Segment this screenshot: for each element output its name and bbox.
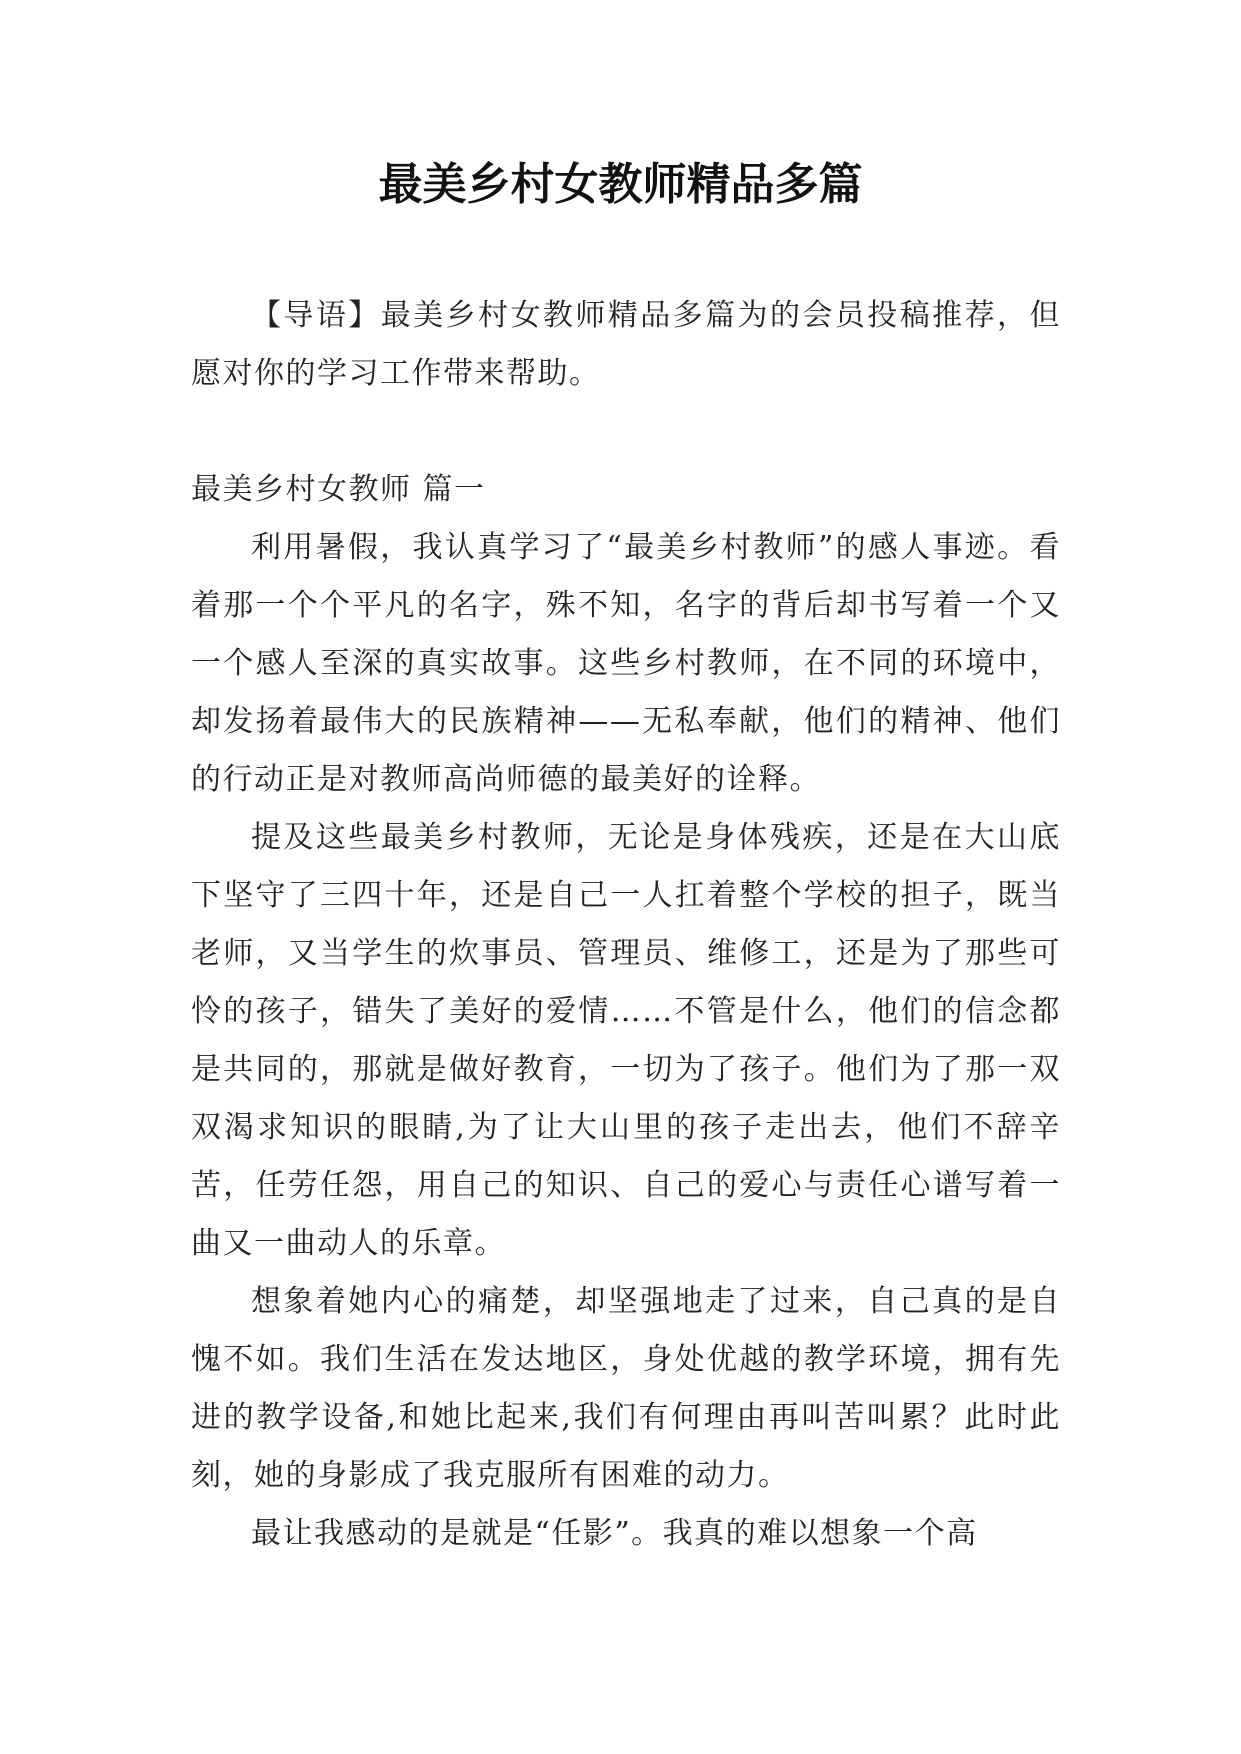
document-body: [191, 287, 1061, 1563]
blank-line: [191, 403, 1061, 461]
document-title: 最美乡村女教师精品多篇: [378, 159, 863, 210]
body-paragraph: 提及这些最美乡村教师，无论是身体残疾，还是在大山底下坚守了三四十年，还是自己一人扛着整个学校的担子，既当老师，又当学生的炊事员、管理员、维修工，还是为了那些可怜的孩子，错失了美好的爱情……不管是什么，他们的信念都是共同的，那就是做好教育，一切为了孩子。他们为了那一双双渴求知识的眼睛,为了让大山里的孩子走出去，他们不辞辛苦，任劳任怨，用自己的知识、自己的爱心与责任心谱写着一曲又一曲动人的乐章。: [191, 820, 1061, 1261]
section-heading: 最美乡村女教师 篇一: [191, 472, 486, 507]
body-paragraph: 利用暑假，我认真学习了“最美乡村教师”的感人事迹。看着那一个个平凡的名字，殊不知，名字的背后却书写着一个又一个感人至深的真实故事。这些乡村教师，在不同的环境中，却发扬着最伟大的民族精神——无私奉献，他们的精神、他们的行动正是对教师高尚师德的最美好的诠释。: [191, 530, 1061, 797]
body-paragraph: 最让我感动的是就是“任影”。我真的难以想象一个高: [251, 1516, 978, 1551]
body-paragraph: 想象着她内心的痛楚，却坚强地走了过来，自己真的是自愧不如。我们生活在发达地区，身处优越的教学环境，拥有先进的教学设备,和她比起来,我们有何理由再叫苦叫累？此时此刻，她的身影成了我克服所有困难的动力。: [191, 1284, 1061, 1493]
intro-paragraph: 【导语】最美乡村女教师精品多篇为的会员投稿推荐，但愿对你的学习工作带来帮助。: [191, 298, 1061, 391]
